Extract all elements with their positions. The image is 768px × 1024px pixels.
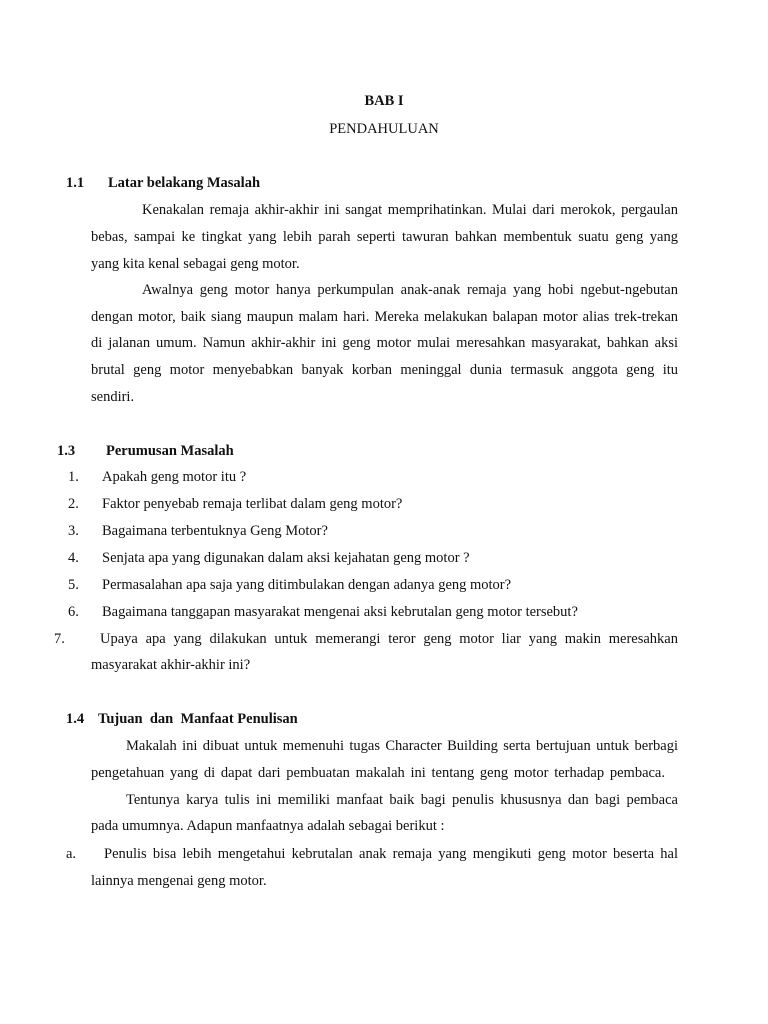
list-item-text-continued: masyarakat akhir-akhir ini? bbox=[91, 657, 251, 673]
list-item-text: Upaya apa yang dilakukan untuk memerangi teror geng motor liar yang makin meresahkan bbox=[100, 631, 678, 647]
section-1-p1-line-3: yang kita kenal sebagai geng motor. bbox=[91, 256, 300, 272]
section-3-number: 1.3 bbox=[57, 443, 76, 459]
section-4-p2-line-1: Tentunya karya tulis ini memiliki manfaat baik bagi penulis khususnya dan bagi pembaca bbox=[126, 792, 678, 808]
list-item-number: 1. bbox=[68, 469, 79, 485]
list-item-number: 4. bbox=[68, 550, 79, 566]
section-1-p2-line-1: Awalnya geng motor hanya perkumpulan anak-anak remaja yang hobi ngebut-ngebutan bbox=[142, 282, 678, 298]
benefit-item-text-continued: lainnya mengenai geng motor. bbox=[91, 873, 267, 889]
benefit-item-text: Penulis bisa lebih mengetahui kebrutalan anak remaja yang mengikuti geng motor beserta hal bbox=[104, 846, 678, 862]
section-4-p2-line-2: pada umumnya. Adapun manfaatnya adalah sebagai berikut : bbox=[91, 818, 445, 834]
section-4-number: 1.4 bbox=[66, 711, 85, 727]
list-item-text: Bagaimana tanggapan masyarakat mengenai aksi kebrutalan geng motor tersebut? bbox=[102, 604, 578, 620]
section-1-number: 1.1 bbox=[66, 175, 85, 191]
list-item-text: Permasalahan apa saja yang ditimbulakan dengan adanya geng motor? bbox=[102, 577, 512, 593]
list-item-number: 3. bbox=[68, 523, 79, 539]
chapter-title: PENDAHULUAN bbox=[329, 121, 439, 137]
section-3-heading: Perumusan Masalah bbox=[106, 443, 234, 459]
section-4-heading: Tujuan dan Manfaat Penulisan bbox=[98, 711, 298, 727]
section-4-p1-line-2: pengetahuan yang di dapat dari pembuatan makalah ini tentang geng motor terhadap pembaca. bbox=[91, 765, 665, 781]
list-item-text: Bagaimana terbentuknya Geng Motor? bbox=[102, 523, 328, 539]
list-item-text: Senjata apa yang digunakan dalam aksi kejahatan geng motor ? bbox=[102, 550, 470, 566]
list-item-number: 6. bbox=[68, 604, 79, 620]
list-item-number: 2. bbox=[68, 496, 79, 512]
list-item-number: 7. bbox=[54, 631, 65, 647]
section-1-p1-line-2: bebas, sampai ke tingkat yang lebih parah seperti tawuran bahkan membentuk suatu geng yang bbox=[91, 229, 678, 245]
list-item-text: Faktor penyebab remaja terlibat dalam geng motor? bbox=[102, 496, 403, 512]
section-1-p2-line-4: brutal geng motor menyebabkan banyak korban meninggal dunia termasuk anggota geng itu bbox=[91, 362, 678, 378]
section-1-heading: Latar belakang Masalah bbox=[108, 175, 261, 191]
section-1-p2-line-3: di jalanan umum. Namun akhir-akhir ini geng motor mulai meresahkan masyarakat, bahkan aksi bbox=[91, 335, 678, 351]
section-4-p1-line-1: Makalah ini dibuat untuk memenuhi tugas Character Building serta bertujuan untuk berbagi bbox=[126, 738, 678, 754]
list-item-text: Apakah geng motor itu ? bbox=[102, 469, 247, 485]
section-1-p2-line-2: dengan motor, baik siang maupun malam hari. Mereka melakukan balapan motor alias trek-trekan bbox=[91, 309, 678, 325]
benefit-item-number: a. bbox=[66, 846, 77, 862]
section-1-p1-line-1: Kenakalan remaja akhir-akhir ini sangat memprihatinkan. Mulai dari merokok, pergaulan bbox=[142, 202, 678, 218]
list-item-number: 5. bbox=[68, 577, 79, 593]
section-1-p2-line-5: sendiri. bbox=[91, 389, 135, 405]
chapter-label: BAB I bbox=[364, 93, 404, 109]
